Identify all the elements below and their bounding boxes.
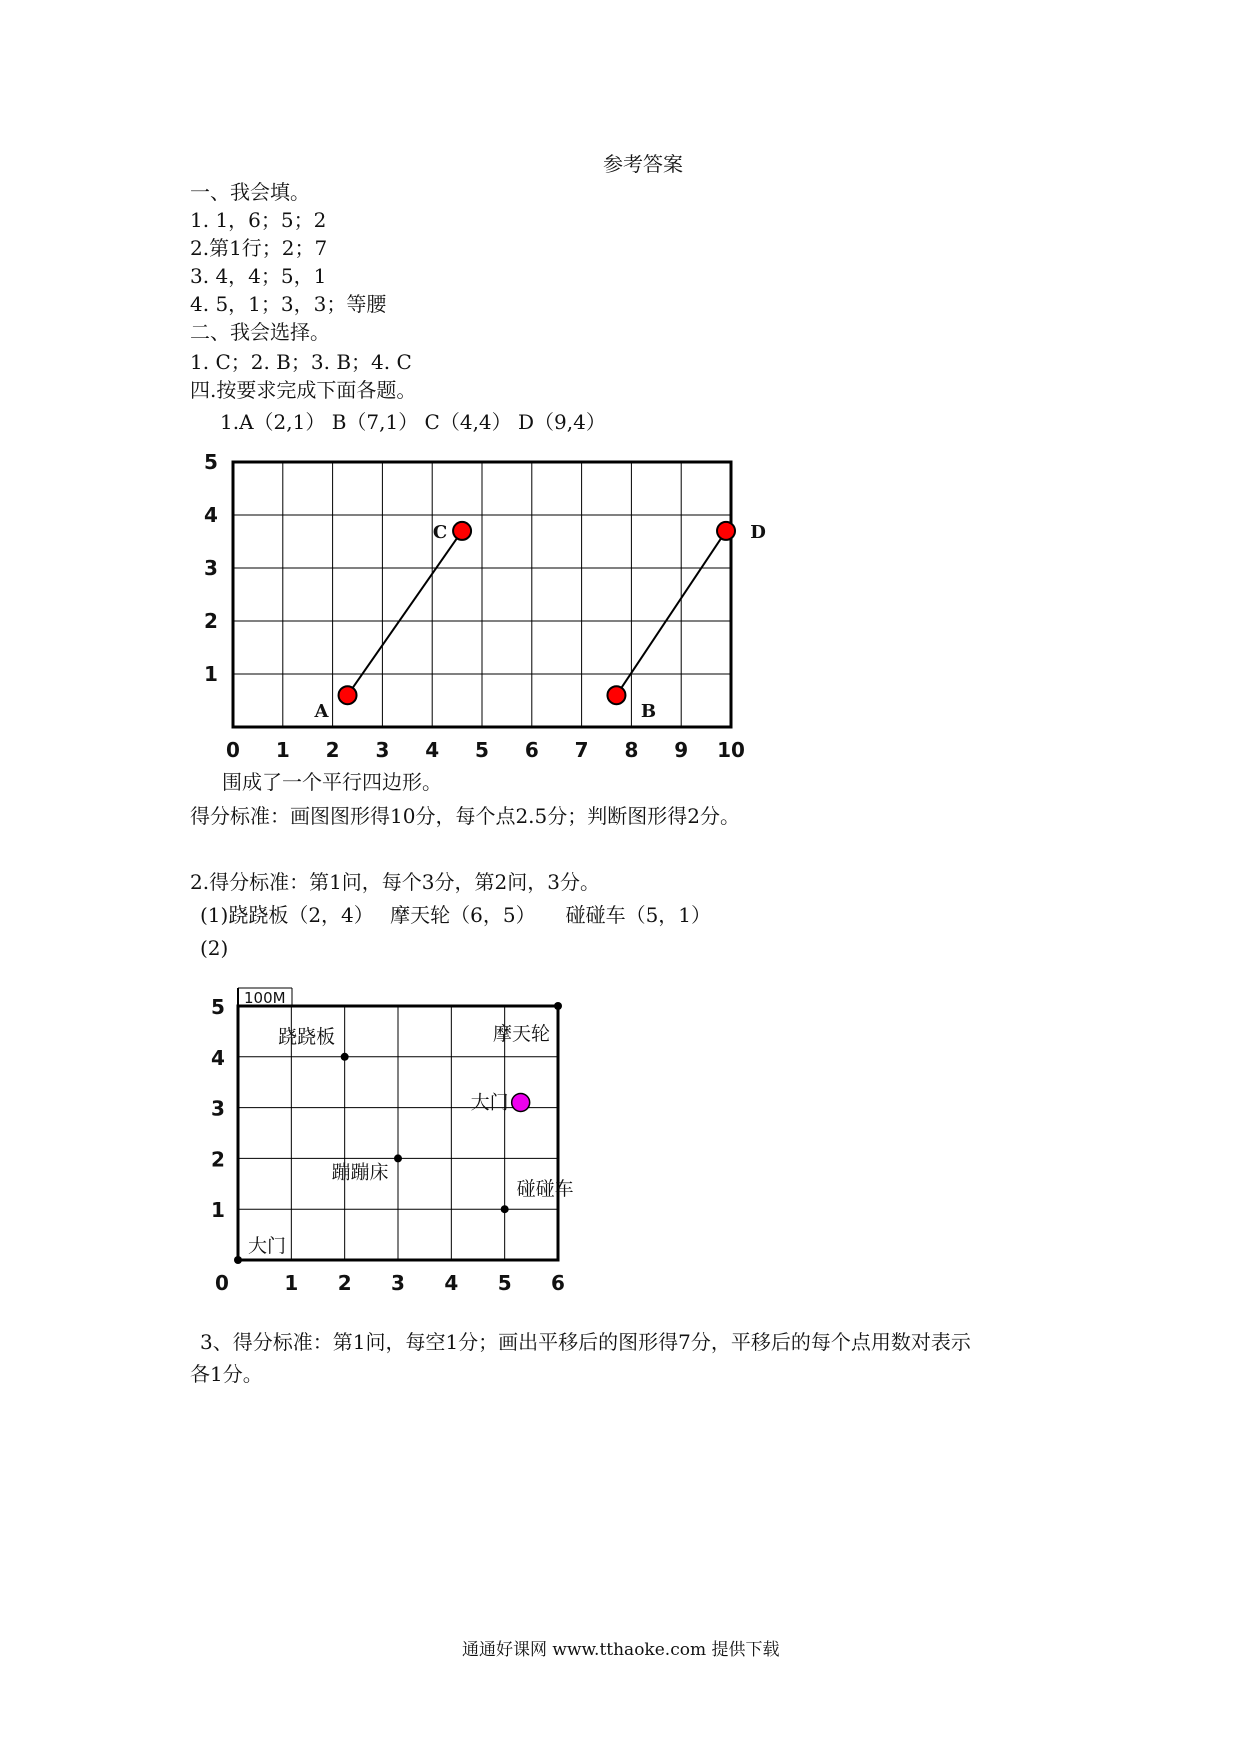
y-tick-label: 5 — [204, 450, 218, 474]
question-3-line-2: 各1分。 — [190, 1362, 263, 1386]
question-2-part-1: (1)跷跷板（2，4） 摩天轮（6，5） 碰碰车（5，1） — [200, 903, 712, 927]
point-label: A — [314, 701, 329, 723]
point-label: 跷跷板 — [278, 1025, 336, 1048]
x-tick-label: 10 — [717, 738, 745, 762]
y-tick-label: 2 — [211, 1147, 225, 1172]
point-label: 大门 — [248, 1235, 287, 1257]
x-tick-label: 7 — [574, 738, 589, 762]
note-parallelogram: 围成了一个平行四边形。 — [222, 770, 442, 794]
point-highlight — [512, 1094, 530, 1112]
x-tick-label: 8 — [624, 738, 639, 762]
footer-text: 通通好课网 www.tthaoke.com 提供下载 — [462, 1640, 780, 1660]
point-dot — [554, 1002, 562, 1010]
x-tick-label: 5 — [497, 1271, 512, 1295]
answer-line-5: 1. C；2. B；3. B；4. C — [190, 350, 412, 374]
answer-line-3: 3. 4，4；5，1 — [190, 264, 327, 288]
y-tick-label: 1 — [211, 1198, 225, 1223]
x-tick-label: 3 — [391, 1271, 405, 1295]
point-label: 碰碰车 — [516, 1178, 574, 1201]
y-tick-label: 5 — [211, 995, 225, 1019]
point-label: C — [432, 521, 448, 543]
x-tick-label: 6 — [551, 1271, 565, 1295]
answer-line-1: 1. 1，6；5；2 — [190, 208, 327, 232]
y-tick-label: 3 — [211, 1096, 225, 1121]
point-label: 蹦蹦床 — [331, 1161, 389, 1184]
x-tick-label: 1 — [284, 1271, 299, 1295]
score-standard-1: 得分标准：画图图形得10分，每个点2.5分；判断图形得2分。 — [190, 804, 740, 828]
y-tick-label: 1 — [204, 662, 218, 686]
x-tick-label: 0 — [226, 738, 240, 762]
answer-line-4: 4. 5，1；3，3；等腰 — [190, 292, 387, 316]
x-tick-label: 5 — [475, 738, 489, 762]
point-dot — [341, 1053, 349, 1061]
point-label: 摩天轮 — [492, 1023, 550, 1045]
question-2-part-2: (2) — [200, 936, 229, 960]
x-tick-label: 6 — [524, 738, 539, 762]
question-3-line-1: 3、得分标准：第1问，每空1分；画出平移后的图形得7分，平移后的每个点用数对表示 — [200, 1330, 971, 1354]
point-dot — [501, 1205, 509, 1213]
point-dot — [394, 1154, 402, 1162]
point-dot — [234, 1256, 242, 1264]
x-tick-label: 4 — [425, 738, 440, 762]
x-tick-label: 4 — [444, 1271, 459, 1295]
section-4-heading: 四.按要求完成下面各题。 — [190, 378, 417, 402]
point-label: D — [750, 521, 766, 543]
point-label: 大门 — [470, 1091, 509, 1114]
y-tick-label: 4 — [211, 1045, 225, 1070]
question-1-points: 1.A（2,1） B（7,1） C（4,4） D（9,4） — [220, 410, 606, 434]
point-label: B — [640, 701, 657, 723]
section-2-heading: 二、我会选择。 — [190, 320, 330, 344]
y-tick-label: 4 — [204, 503, 218, 527]
x-tick-label: 2 — [325, 738, 340, 762]
page-title: 参考答案 — [603, 152, 683, 176]
x-tick-label: 0 — [215, 1271, 229, 1295]
x-tick-label: 2 — [337, 1271, 352, 1295]
x-tick-label: 1 — [275, 738, 290, 762]
section-1-heading: 一、我会填。 — [190, 180, 310, 204]
y-tick-label: 3 — [204, 556, 218, 580]
x-tick-label: 3 — [375, 738, 390, 762]
answer-line-2: 2.第1行；2；7 — [190, 236, 328, 260]
unit-label: 100M — [244, 989, 286, 1007]
y-tick-label: 2 — [204, 609, 218, 633]
x-tick-label: 9 — [674, 738, 689, 762]
question-2-score: 2.得分标准：第1问，每个3分，第2问，3分。 — [190, 870, 600, 894]
